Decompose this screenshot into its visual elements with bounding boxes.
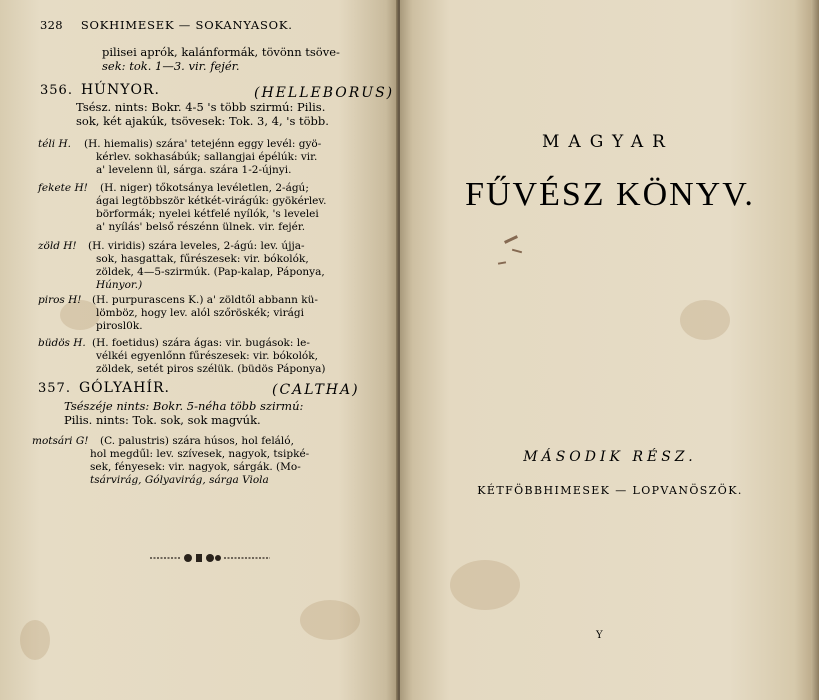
ink-mark (498, 261, 506, 264)
species-line: zöldek, 4—5-szirmúk. (Pap-kalap, Páponya, (96, 266, 325, 278)
ornament-divider (150, 551, 270, 565)
species-line: (H. hiemalis) szára' tetejénn eggy levél: gyö- (84, 138, 322, 150)
species-line: lömböz, hogy lev. alól szőröskék; virági (96, 307, 304, 319)
continuation-line: pilisei aprók, kalánformák, tövönn tsöve- (102, 45, 340, 59)
main-title: FŰVÉSZ KÖNYV. (465, 176, 755, 213)
species-line: sok, hasgattak, fűrészesek: vir. bókolók, (96, 253, 309, 265)
species-line: tsárvirág, Gólyavirág, sárga Viola (90, 474, 269, 486)
genus-description: Tsészéje nints: Bokr. 5-néha több szirmú: (64, 399, 304, 413)
genus-description: Pilis. nints: Tok. sok, sok magvúk. (64, 413, 261, 427)
species-line: kérlev. sokhasábúk; sallangjai épélúk: vir. (96, 151, 318, 163)
continuation-line: sek: tok. 1—3. vir. fejér. (102, 59, 240, 73)
ink-mark (512, 249, 522, 254)
entry-number: 356. (40, 83, 73, 98)
title-magyar: MAGYAR (542, 132, 674, 152)
species-line: (H. foetidus) szára ágas: vir. bugások: le- (92, 337, 310, 349)
species-label: téli H. (38, 138, 71, 150)
signature-mark: Y (596, 630, 603, 641)
species-line: (H. purpurascens K.) a' zöldtől abbann kü- (92, 294, 318, 306)
entry-latin-name: (CALTHA) (272, 382, 360, 398)
species-line: a' nyílás' belső részénn ülnek. vir. fejér. (96, 221, 306, 233)
species-line: zöldek, setét piros szélük. (büdös Páponya) (96, 363, 326, 375)
entry-name: GÓLYAHÍR. (78, 380, 171, 396)
species-line: (H. niger) tőkotsánya levéletlen, 2-ágú; (100, 182, 309, 194)
species-line: vélkéi egyenlőnn fűrészesek: vir. bókolók, (96, 350, 318, 362)
part-heading: MÁSODIK RÉSZ. (523, 449, 697, 465)
entry-heading (40, 82, 160, 98)
species-line: (C. palustris) szára húsos, hol feláló, (100, 435, 294, 447)
page-edge (811, 0, 819, 700)
species-label: fekete H! (38, 182, 88, 194)
entry-number: 357. (38, 381, 71, 396)
running-head-title: SOKHIMESEK — SOKANYASOK. (80, 18, 293, 32)
species-label: motsári G! (32, 435, 89, 447)
species-label: büdös H. (38, 337, 86, 349)
species-line: hol megdűl: lev. szívesek, nagyok, tsipké- (90, 448, 310, 460)
species-label: zöld H! (38, 240, 77, 252)
species-line: pirosl0k. (96, 320, 143, 332)
species-line: Húnyor.) (96, 279, 143, 291)
left-page-text (0, 0, 398, 700)
page-number: 328 (40, 18, 63, 32)
genus-description: sok, két ajakúk, tsövesek: Tok. 3, 4, 's több. (76, 114, 329, 128)
species-line: (H. viridis) szára leveles, 2-ágú: lev. újja- (88, 240, 305, 252)
entry-heading (38, 380, 170, 396)
title-page (400, 0, 811, 700)
species-line: sek, fényesek: vir. nagyok, sárgák. (Mo- (90, 461, 301, 473)
ink-mark (504, 235, 518, 244)
species-line: ágai legtöbbször kétkét-virágúk: gyökérlev. (96, 195, 327, 207)
entry-latin-name: (HELLEBORUS) (254, 85, 395, 101)
species-line: börformák; nyelei kétfelé nyílók, 's levelei (96, 208, 319, 220)
entry-name: HÚNYOR. (80, 82, 160, 98)
part-subtitle: KÉTFÖBBHIMESEK — LOPVANÖSZÖK. (477, 484, 743, 497)
running-head (40, 18, 293, 32)
genus-description: Tsész. nints: Bokr. 4-5 's több szirmú: Pilis. (76, 100, 326, 114)
species-label: piros H! (38, 294, 82, 306)
species-line: a' levelenn ül, sárga. szára 1-2-újnyi. (96, 164, 292, 176)
